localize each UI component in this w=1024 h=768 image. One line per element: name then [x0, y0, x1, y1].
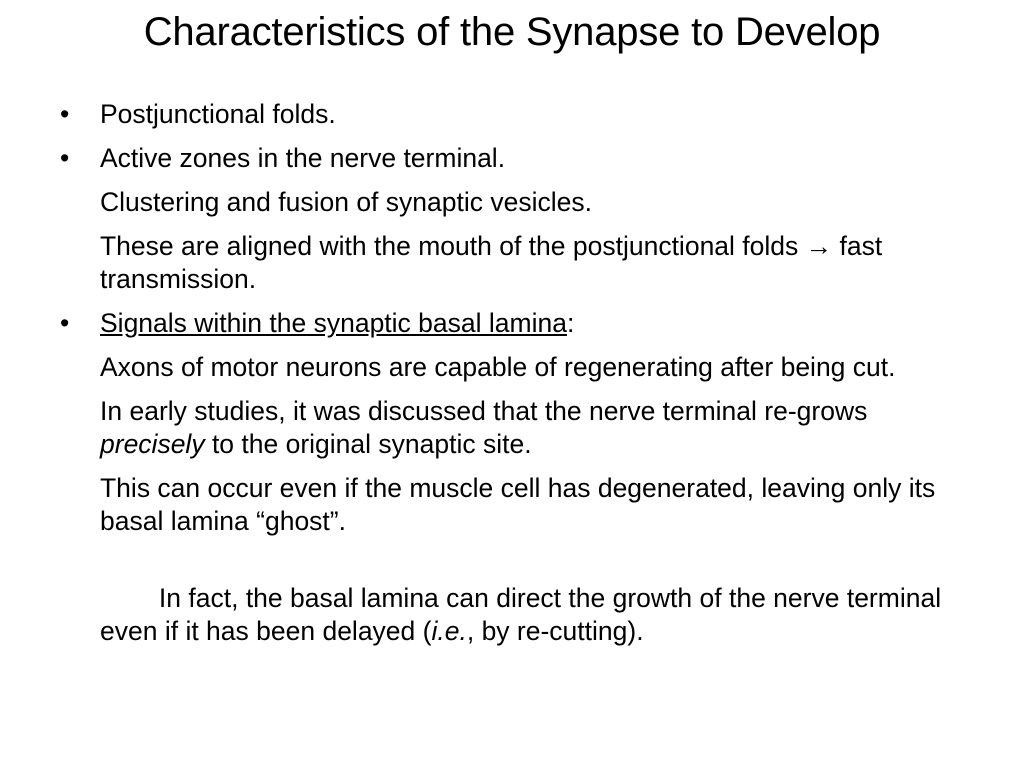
paragraph-text: Clustering and fusion of synaptic vesicles. [100, 187, 592, 217]
italic-text: i.e. [431, 616, 467, 646]
paragraph-text: These are aligned with the mouth of the postjunctional folds [100, 231, 806, 261]
slide-title: Characteristics of the Synapse to Develop [143, 10, 881, 54]
bullet-item [60, 307, 970, 340]
slide-body [60, 98, 970, 692]
bullet-icon: • [60, 99, 70, 129]
sub-paragraph [60, 186, 970, 219]
right-arrow-icon: → [805, 231, 833, 261]
sub-paragraph [60, 549, 970, 681]
sub-paragraph [60, 472, 970, 538]
bullet-item [60, 98, 970, 131]
bullet-trailing-text: : [566, 308, 575, 338]
paragraph-text: In early studies, it was discussed that the nerve terminal re-grows [100, 396, 868, 426]
underlined-heading-text: Signals within the synaptic basal lamina [100, 308, 567, 338]
sub-paragraph [60, 351, 970, 384]
paragraph-text: Axons of motor neurons are capable of regenerating after being cut. [100, 352, 896, 382]
sub-paragraph [60, 395, 970, 461]
bullet-text: Postjunctional folds. [100, 99, 336, 129]
italic-text: precisely [100, 429, 205, 459]
paragraph-text: to the original synaptic site. [204, 429, 532, 459]
paragraph-text: fast transmission. [100, 231, 883, 294]
bullet-icon: • [60, 143, 70, 173]
paragraph-text: This can occur even if the muscle cell has degenerated, leaving only its basal lamina “ghost”. [100, 473, 936, 536]
sub-paragraph [60, 230, 970, 296]
paragraph-text: In fact, the basal lamina can direct the growth of the nerve terminal even if it has been delayed ( [100, 583, 949, 646]
paragraph-text: , by re-cutting). [466, 616, 644, 646]
bullet-item [60, 142, 970, 175]
bullet-icon: • [60, 308, 70, 338]
bullet-text: Active zones in the nerve terminal. [100, 143, 506, 173]
